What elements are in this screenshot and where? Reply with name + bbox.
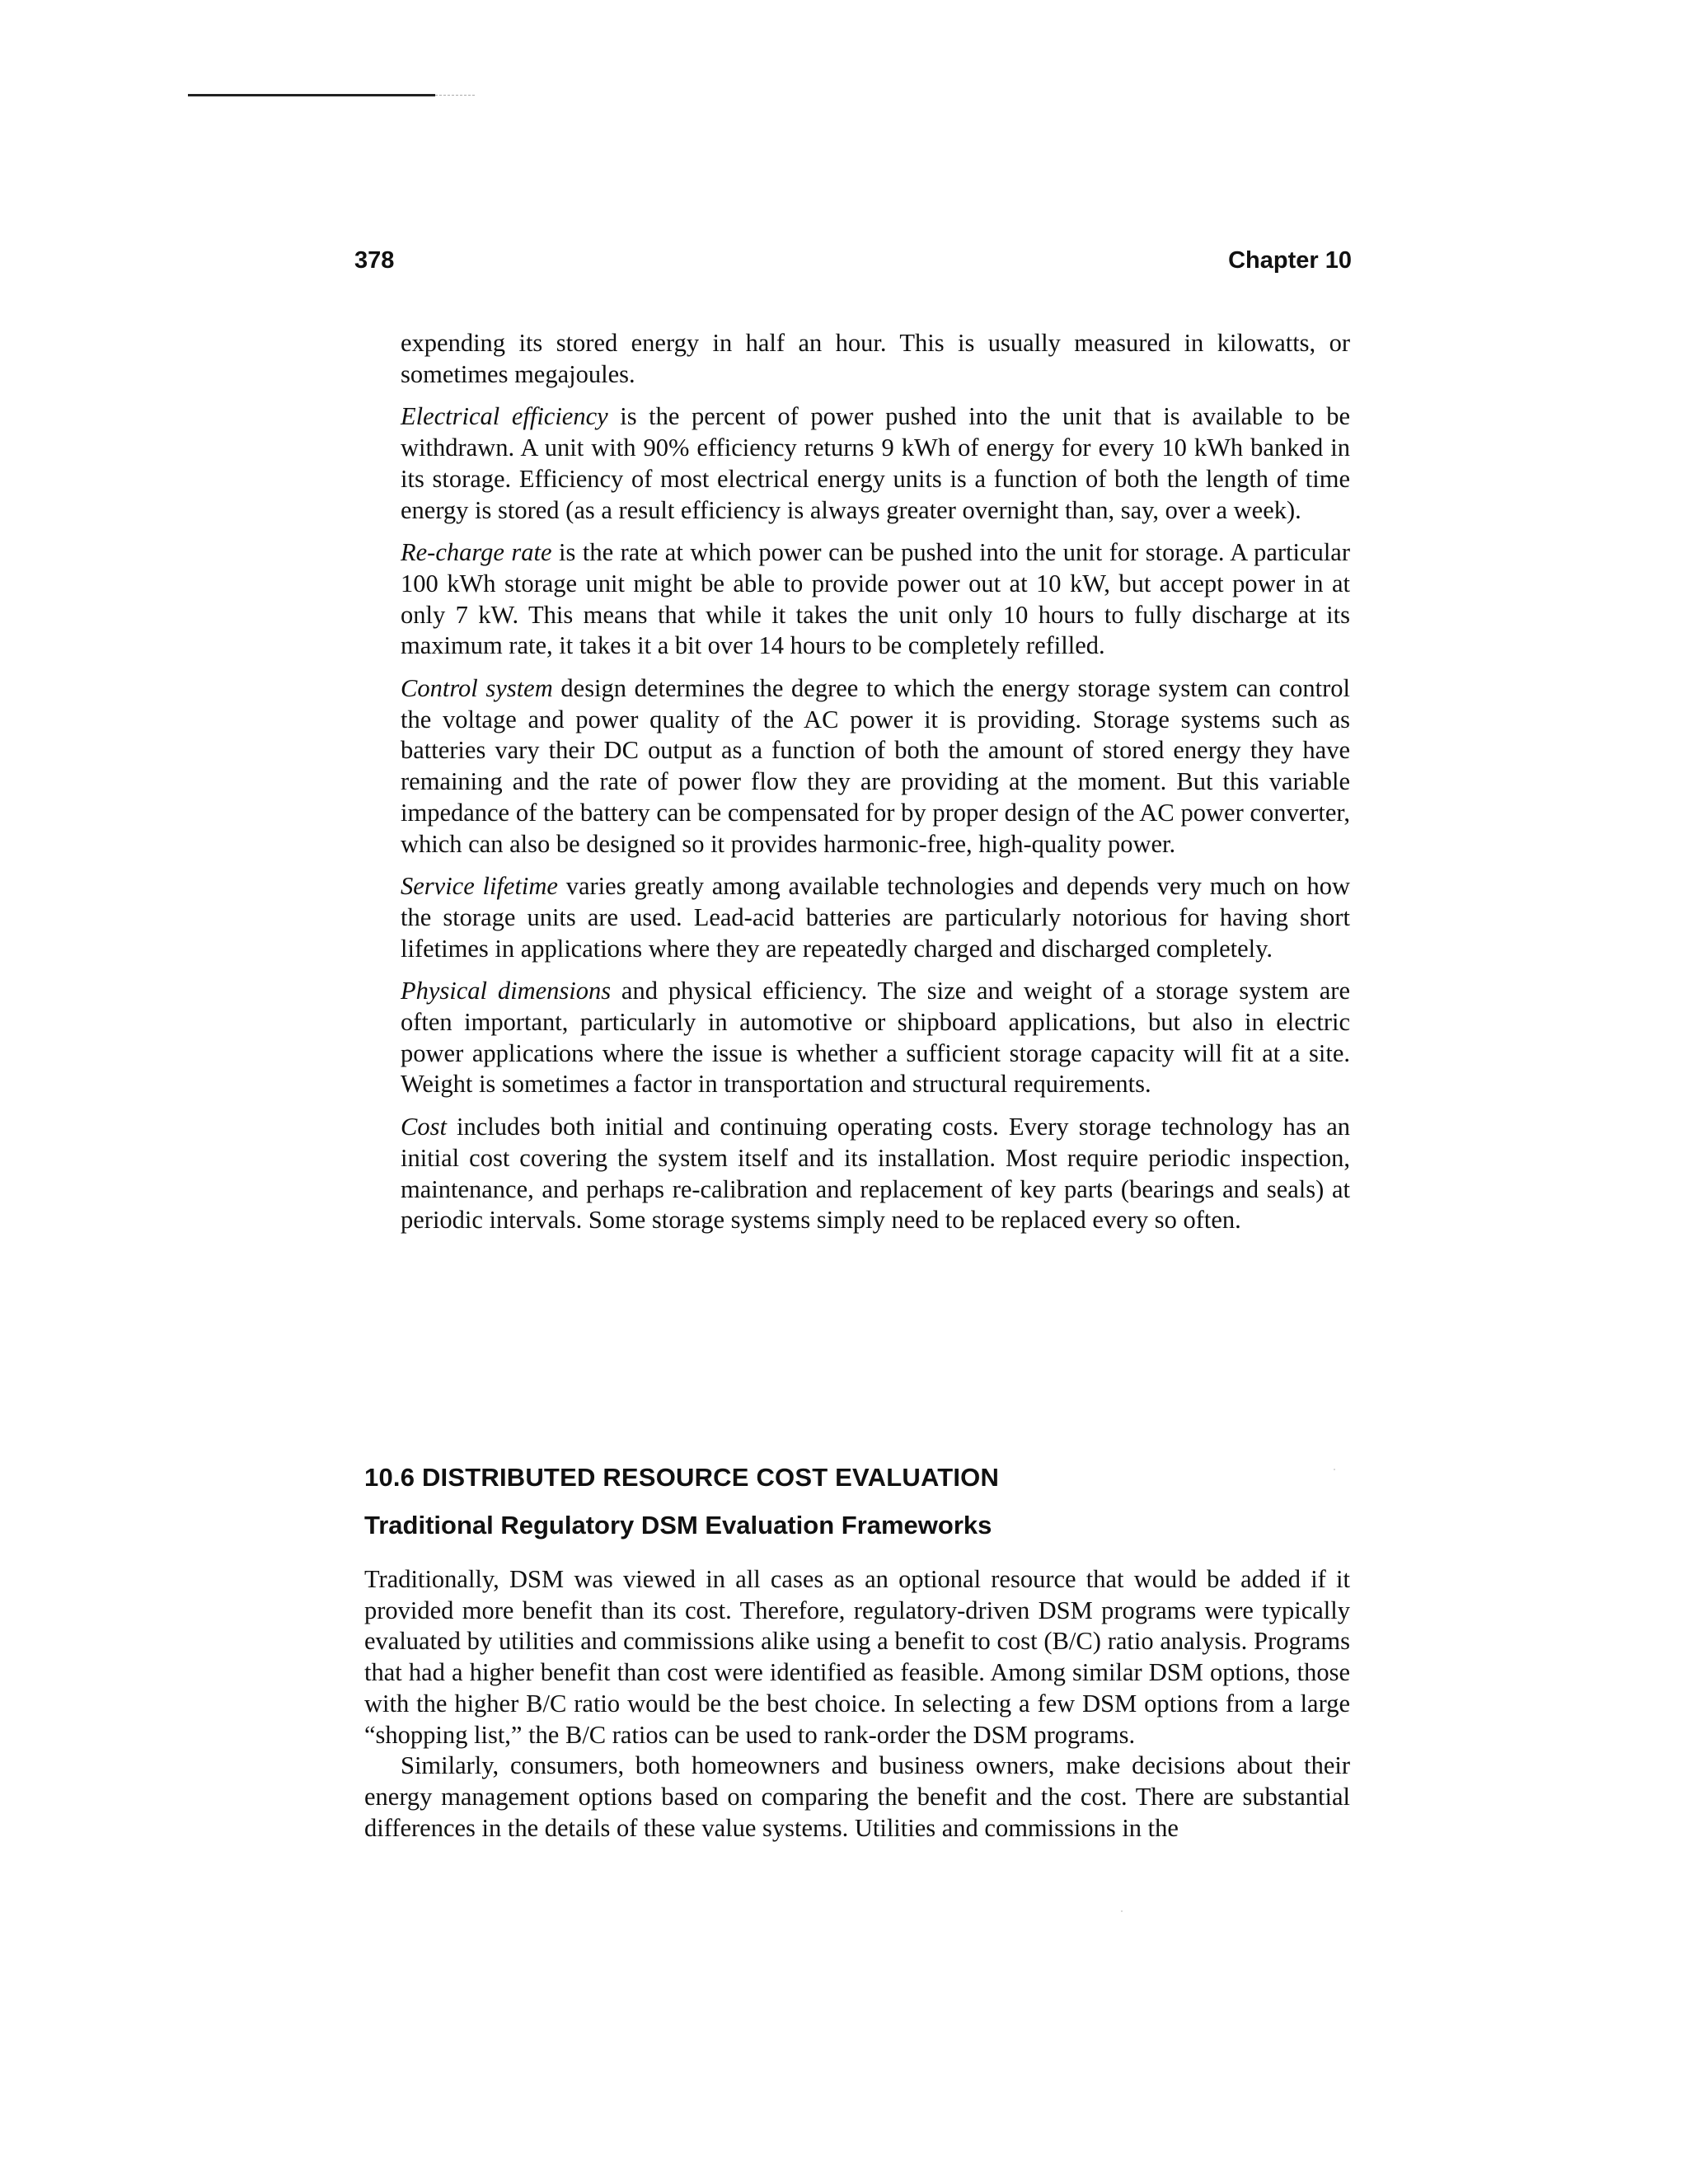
paragraph-text: and physical efficiency. The size and weight of a storage system are often important, particularly in automotive or shipboard applications, but also in electric power applications where the issue is whether a sufficient storage capacity will fit at a site. Weight is sometimes a factor in transportation and structural requirements. (401, 977, 1350, 1099)
dsm-evaluation-text (364, 1564, 1350, 1844)
paragraph-recharge-rate (401, 537, 1350, 662)
running-head (354, 247, 1352, 280)
term-electrical-efficiency: Electrical efficiency (401, 402, 608, 431)
paragraph-text: is the percent of power pushed into the unit that is available to be withdrawn. A unit with 90% efficiency returns 9 kWh of energy for every 10 kWh banked in its storage. Efficiency of most electrical energy units is a function of both the length of time energy is stored (as a result efficiency is always greater overnight than, say, over a week). (401, 402, 1350, 524)
top-rule (188, 94, 435, 96)
scan-speck (1121, 1910, 1123, 1912)
paragraph-text: varies greatly among available technologies and depends very much on how the storage units are used. Lead-acid batteries are particularly notorious for having short lifetimes in applications where they are repeatedly charged and discharged completely. (401, 872, 1351, 963)
term-physical-dimensions: Physical dimensions (401, 977, 612, 1005)
chapter-label: Chapter 10 (1228, 247, 1352, 274)
paragraph-cost (401, 1112, 1350, 1236)
page-number: 378 (354, 247, 395, 274)
storage-characteristics-text (401, 328, 1350, 1236)
term-recharge-rate: Re-charge rate (401, 538, 552, 567)
paragraph-continuation (401, 328, 1350, 390)
term-cost: Cost (401, 1113, 447, 1141)
paragraph-consumers: Similarly, consumers, both homeowners and business owners, make decisions about their energy management options based on comparing the benefit and the cost. There are substantial differences in the details of these value systems. Utilities and commissions in the (364, 1751, 1350, 1842)
subsection-heading: Traditional Regulatory DSM Evaluation Frameworks (364, 1511, 992, 1540)
term-service-lifetime: Service lifetime (401, 872, 558, 901)
paragraph-text: is the rate at which power can be pushed into the unit for storage. A particular 100 kWh storage unit might be able to provide power out at 10 kW, but accept power in at only 7 kW. This means that while it takes the unit only 10 hours to fully discharge at its maximum rate, it takes it a bit over 14 hours to be completely refilled. (401, 538, 1350, 660)
paragraph-control-system (401, 673, 1350, 860)
paragraph-traditional-dsm: Traditionally, DSM was viewed in all cases as an optional resource that would be added if it provided more benefit than its cost. Therefore, regulatory-driven DSM programs were typically evaluated by utilities and commissions alike using a benefit to cost (B/C) ratio analysis. Programs that had a higher benefit than cost were identified as feasible. Among similar DSM options, those with the higher B/C ratio would be the best choice. In selecting a few DSM options from a large “shopping list,” the B/C ratios can be used to rank-order the DSM programs. (364, 1565, 1350, 1749)
top-rule-fade (435, 95, 475, 96)
term-control-system: Control system (401, 674, 553, 703)
paragraph-service-lifetime (401, 871, 1350, 964)
paragraph-electrical-efficiency (401, 401, 1350, 526)
paragraph-text: design determines the degree to which the energy storage system can control the voltage and power quality of the AC power it is providing. Storage systems such as batteries vary their DC output as a function of both the amount of stored energy they have remaining and the rate of power flow they are providing at the moment. But this variable impedance of the battery can be compensated for by proper design of the AC power converter, which can also be designed so it provides harmonic-free, high-quality power. (401, 674, 1350, 858)
section-heading: 10.6 DISTRIBUTED RESOURCE COST EVALUATION (364, 1463, 1000, 1492)
paragraph-text: includes both initial and continuing operating costs. Every storage technology has an initial cost covering the system itself and its installation. Most require periodic inspection, maintenance, and perhaps re-calibration and replacement of key parts (bearings and seals) at periodic intervals. Some storage systems simply need to be replaced every so often. (401, 1113, 1350, 1235)
paragraph-physical-dimensions (401, 976, 1350, 1100)
scan-speck (1334, 1469, 1335, 1470)
paragraph-text: expending its stored energy in half an hour. This is usually measured in kilowatts, or sometimes megajoules. (401, 329, 1350, 388)
